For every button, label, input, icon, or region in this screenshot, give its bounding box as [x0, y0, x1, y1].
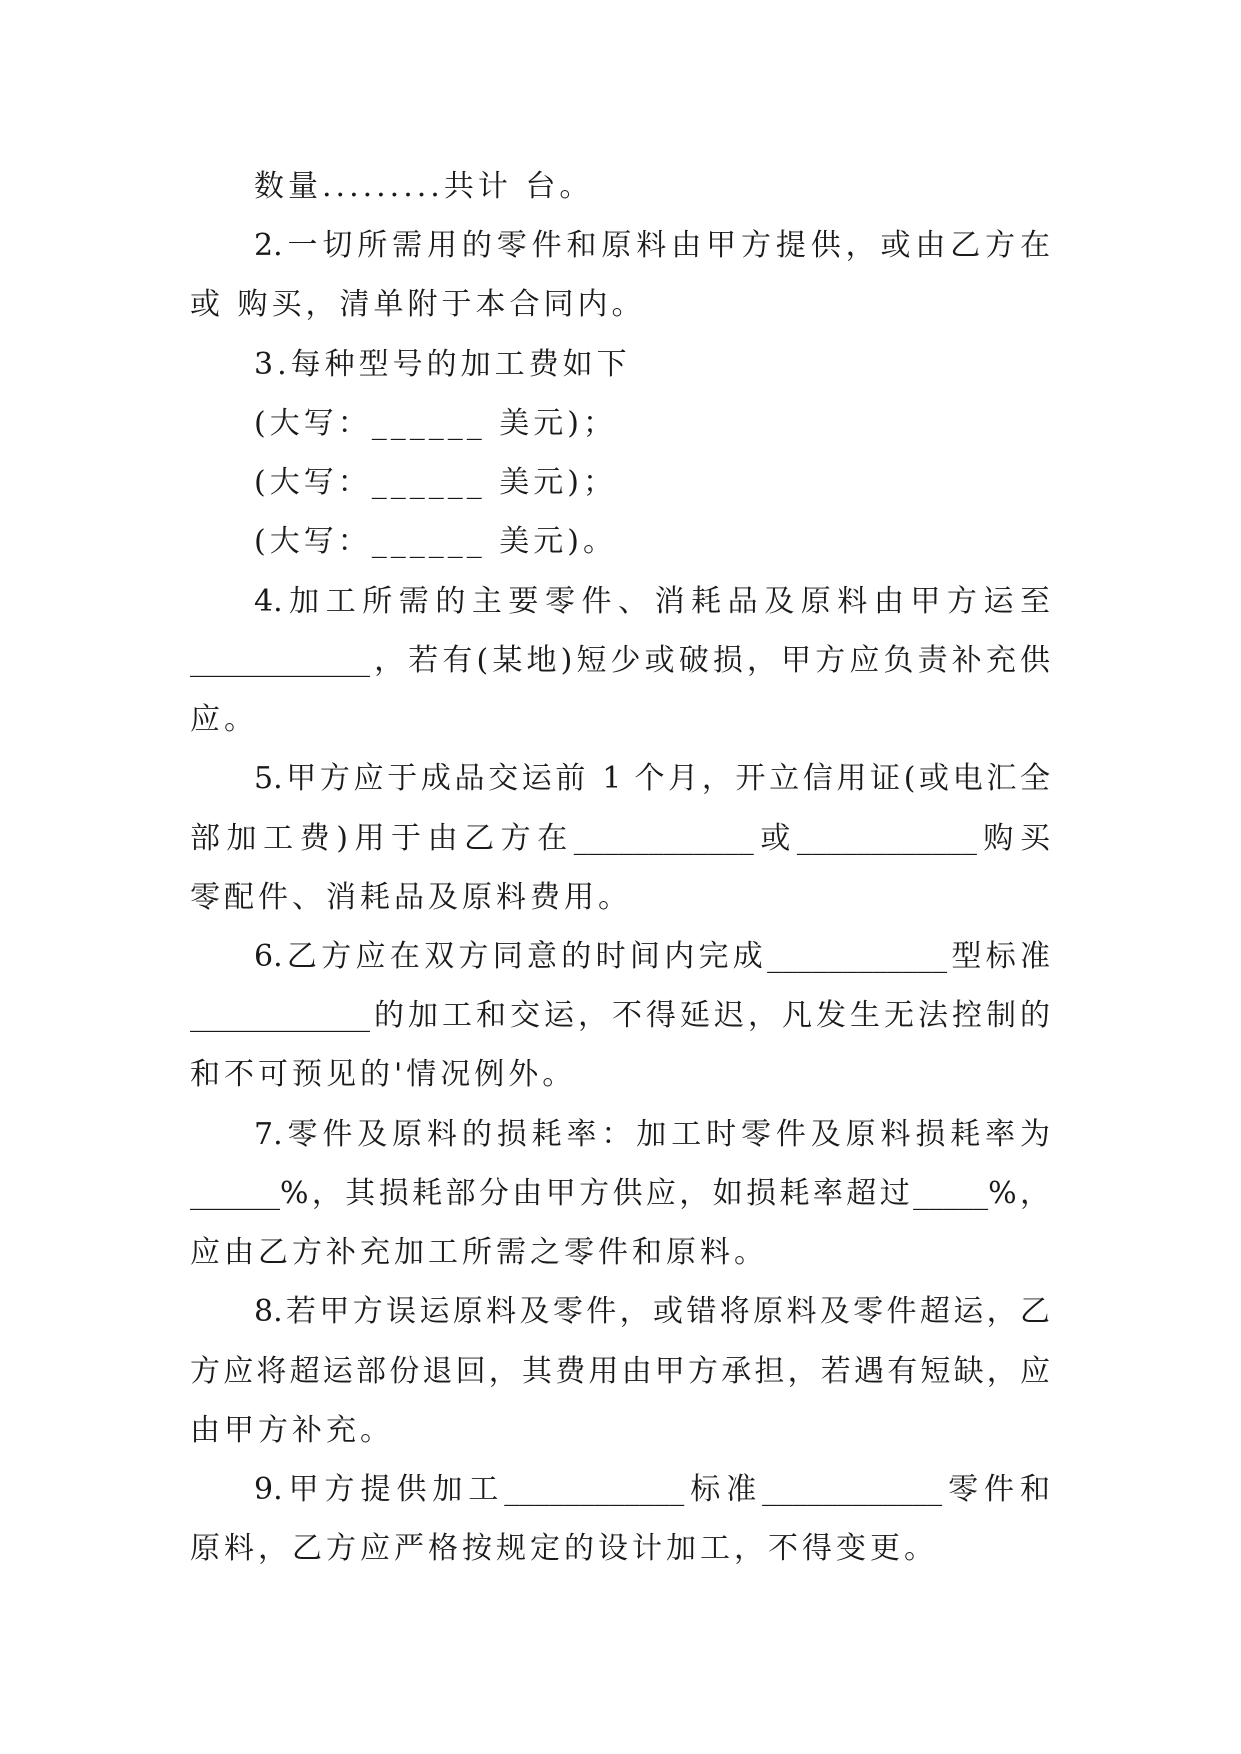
clause-5-line-2: 部加工费)用于由乙方在____________或____________购买 — [190, 821, 1050, 856]
clause-7-line-1: 7.零件及原料的损耗率：加工时零件及原料损耗率为 — [254, 1117, 1050, 1152]
clause-7-line-2: ______%，其损耗部分由甲方供应，如损耗率超过_____%， — [190, 1176, 1050, 1211]
clause-4-line-1: 4.加工所需的主要零件、消耗品及原料由甲方运至 — [254, 584, 1050, 619]
clause-6-line-1: 6.乙方应在双方同意的时间内完成____________型标准 — [254, 939, 1050, 974]
clause-9-line-2: 原料，乙方应严格按规定的设计加工，不得变更。 — [190, 1531, 938, 1566]
fee-line-1: (大写：______ 美元)； — [254, 406, 617, 441]
clause-2-line-1: 2.一切所需用的零件和原料由甲方提供，或由乙方在 — [254, 228, 1050, 263]
clause-8-line-3: 由甲方补充。 — [190, 1413, 394, 1448]
clause-9-line-1: 9.甲方提供加工____________标准____________零件和 — [254, 1472, 1050, 1507]
clause-5-line-1: 5.甲方应于成品交运前 1 个月，开立信用证(或电汇全 — [254, 761, 1050, 796]
clause-6-line-2: ____________的加工和交运，不得延迟，凡发生无法控制的 — [190, 998, 1050, 1033]
text-line-quantity: 数量.........共计 台。 — [254, 169, 594, 204]
clause-2-line-2: 或 购买，清单附于本合同内。 — [190, 287, 646, 322]
clause-7-line-3: 应由乙方补充加工所需之零件和原料。 — [190, 1235, 768, 1270]
clause-4-line-3: 应。 — [190, 702, 258, 737]
clause-6-line-3: 和不可预见的'情况例外。 — [190, 1057, 577, 1092]
fee-line-2: (大写：______ 美元)； — [254, 465, 617, 500]
fee-line-3: (大写：______ 美元)。 — [254, 524, 617, 559]
clause-4-line-2: ____________，若有(某地)短少或破损，甲方应负责补充供 — [190, 643, 1050, 678]
clause-8-line-2: 方应将超运部份退回，其费用由甲方承担，若遇有短缺，应 — [190, 1354, 1050, 1389]
clause-8-line-1: 8.若甲方误运原料及零件，或错将原料及零件超运，乙 — [254, 1294, 1050, 1329]
clause-3-line-1: 3.每种型号的加工费如下 — [254, 347, 631, 382]
clause-5-line-3: 零配件、消耗品及原料费用。 — [190, 880, 632, 915]
